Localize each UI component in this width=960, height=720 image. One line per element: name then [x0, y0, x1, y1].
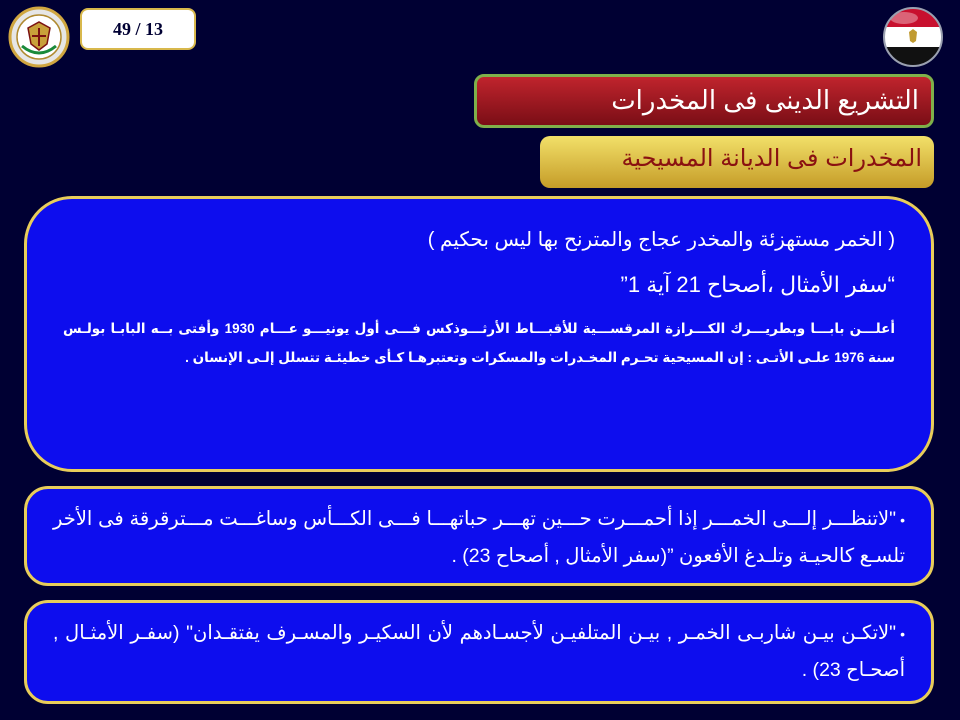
egypt-flag-icon: [882, 6, 944, 68]
emblem-icon: [8, 6, 70, 68]
quote-2-body: "لاتكـن بيـن شاربـى الخمـر , بيـن المتلفيـن لأجسـادهم لأن السكيـر والمسـرف يفتقـدان" (سفـر الأمثـال , أصحـاح 23) .: [53, 622, 905, 681]
slide-title: التشريع الدينى فى المخدرات: [474, 74, 934, 128]
bullet-icon: •: [900, 512, 905, 528]
page-counter: 49 / 13: [80, 8, 196, 50]
quote-1-body: "لاتنظـــر إلـــى الخمـــر إذا أحمـــرت حـــين تهـــر حباتهـــا فـــى الكـــأس وساغـــت مـــترقرقة فى الأخر تلسـع كالحيـة وتلـدغ الأفعون ”(سفر الأمثال , أصحاح 23) .: [53, 508, 905, 567]
main-quote-reference: “سفر الأمثال ،أصحاح 21 آية 1”: [620, 272, 895, 297]
slide-subtitle: المخدرات فى الديانة المسيحية: [540, 136, 934, 188]
main-quote-line: ( الخمر مستهزئة والمخدر عجاج والمترنح بها ليس بحكيم ): [427, 229, 895, 251]
bullet-icon: •: [900, 626, 905, 642]
main-text-panel: [24, 196, 934, 472]
quote-panel-1: [24, 486, 934, 586]
quote-1-text: [53, 501, 905, 574]
quote-panel-2: [24, 600, 934, 704]
church-decree-text: أعلـــن بابـــا وبطريـــرك الكـــرازة المرقســـية للأقبـــاط الأرثـــوذكس فـــى أول يونيـــو عـــام 1930 وأفتى بــه البابـا بولـس سنة 1976 علـى الأتـى : إن المسيحية تحـرم المخـدرات والمسكرات وتعتبرهـا كـأى خطيئـة تتسلل إلـى الإنسان .: [63, 321, 896, 365]
quote-2-text: [53, 615, 905, 688]
